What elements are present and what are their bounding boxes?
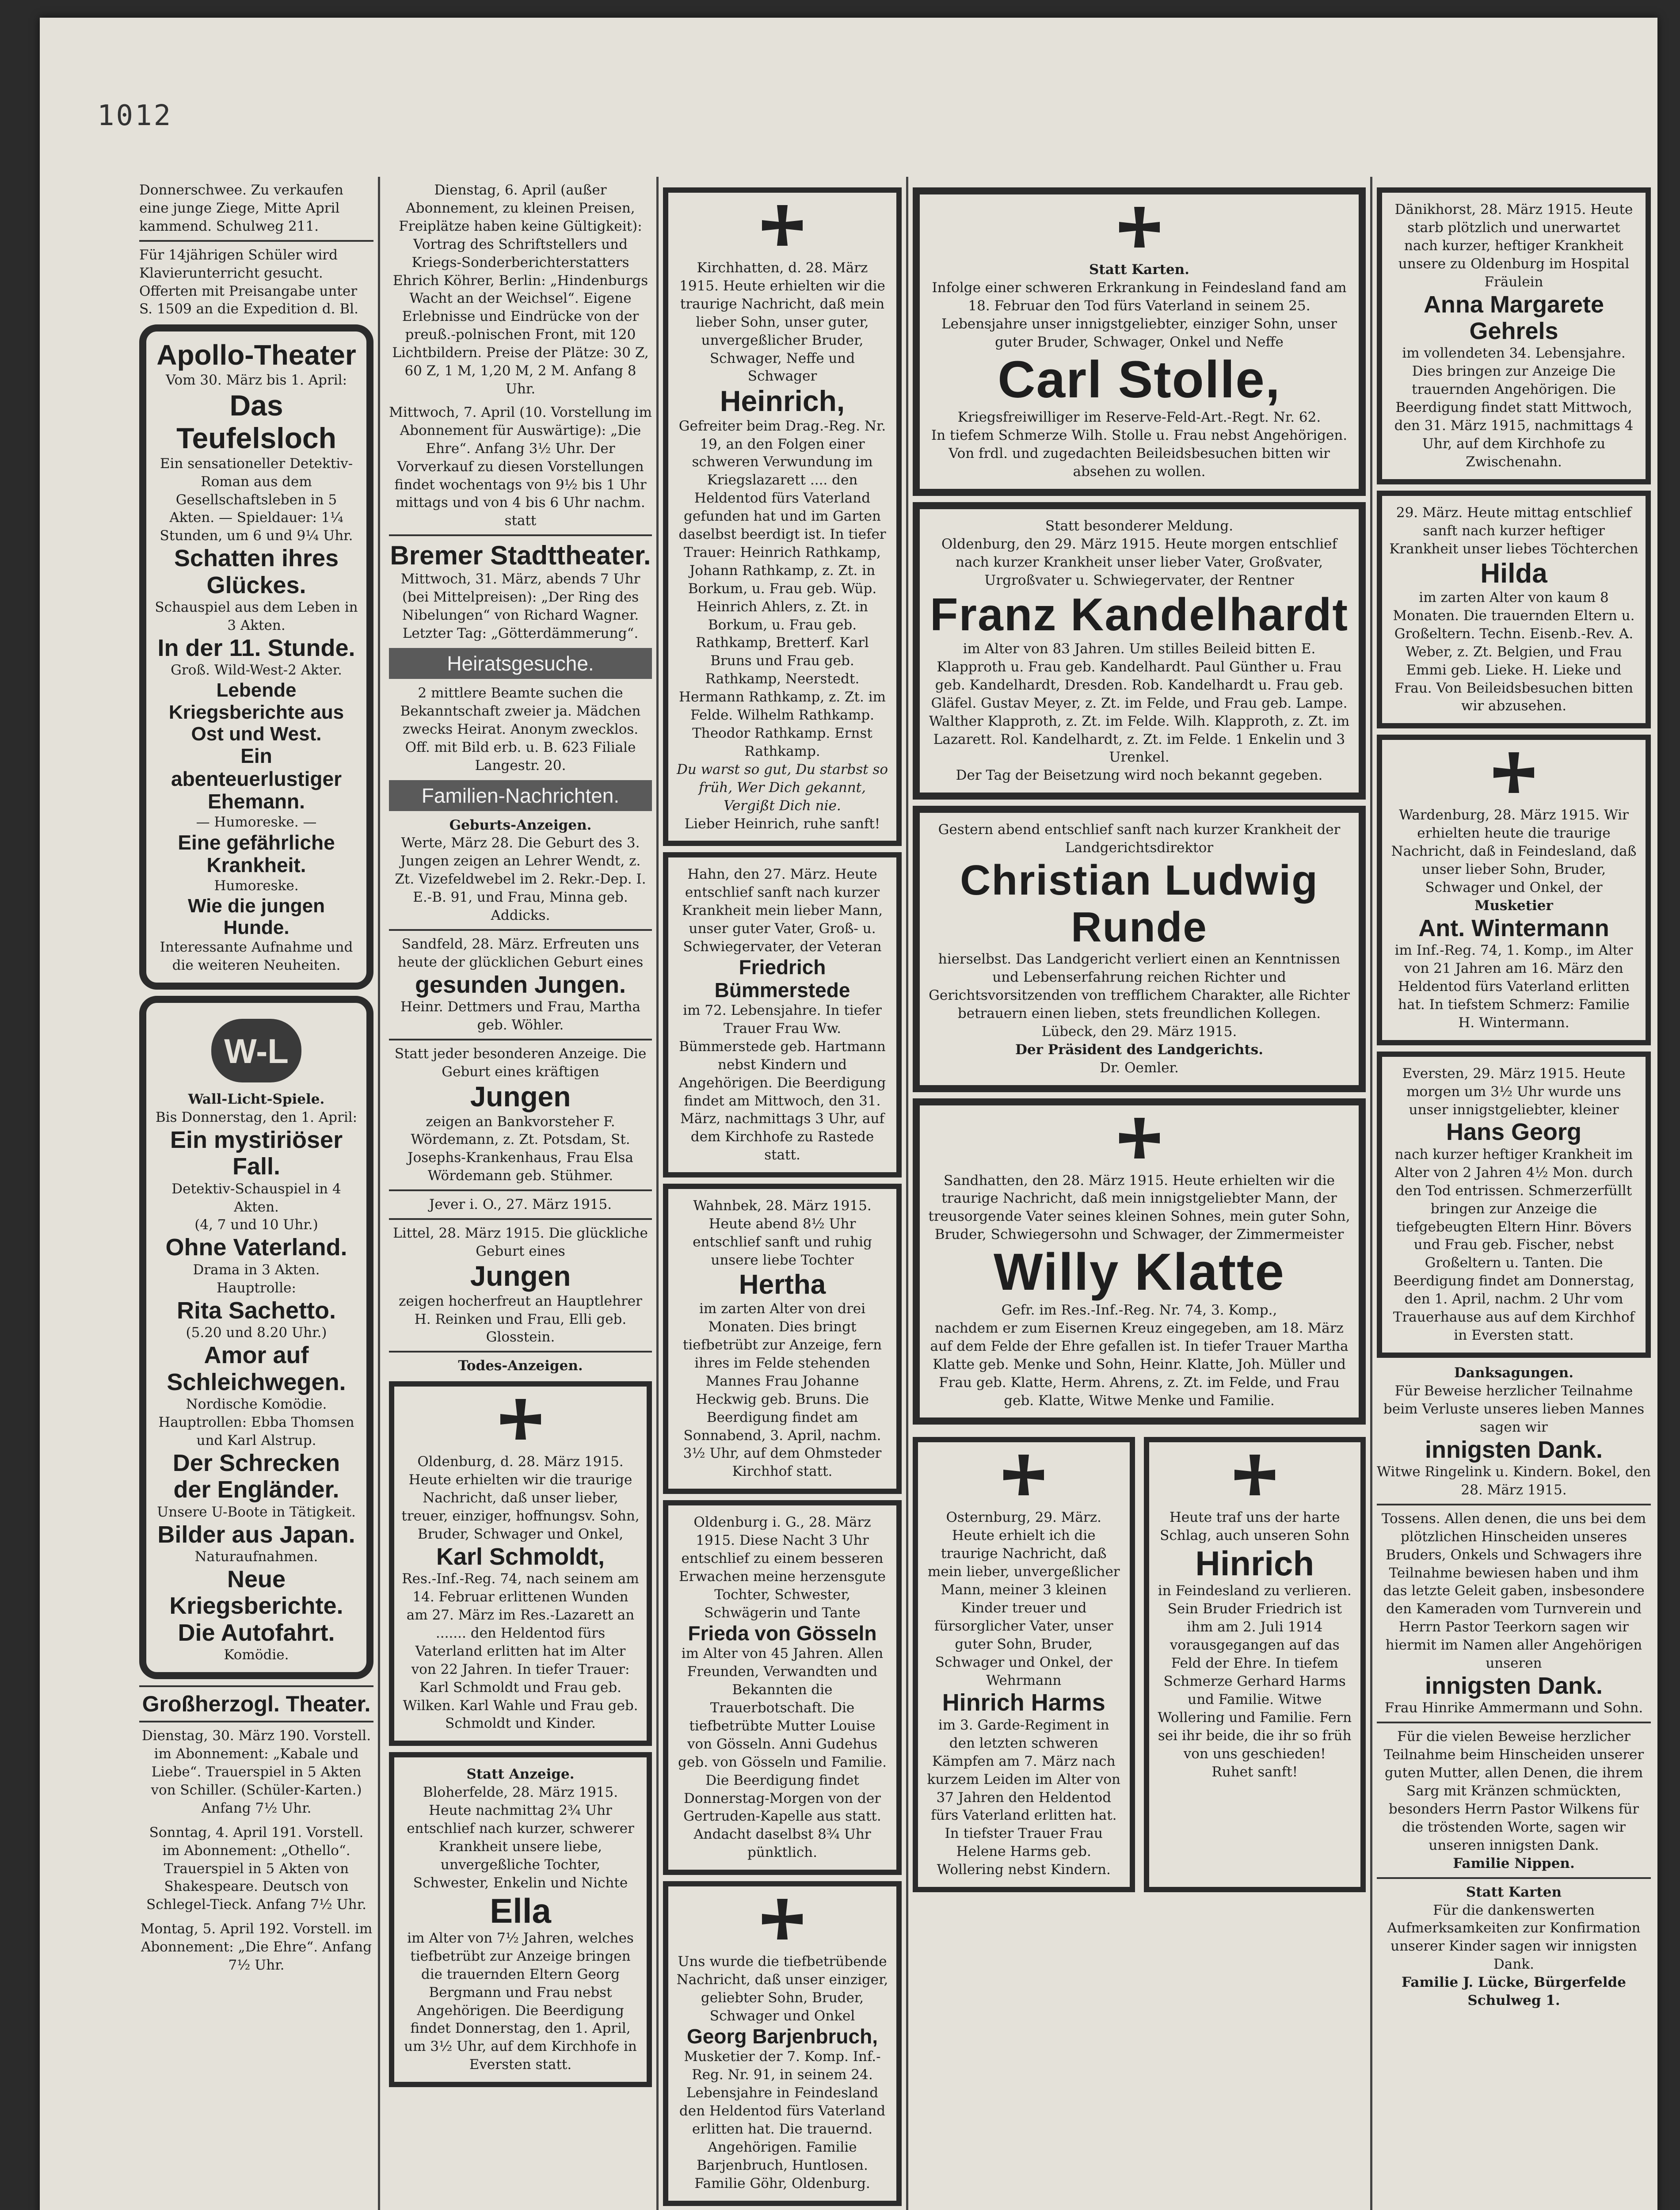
obituary-gosseln xyxy=(663,1500,902,1875)
wl-film: Bilder aus Japan. xyxy=(157,1521,355,1548)
obituary-ella xyxy=(389,1752,652,2087)
obituary-rank: Kriegsfreiwilliger im Reserve-Feld-Art.-Regt. Nr. 62. xyxy=(957,409,1321,426)
iron-cross-icon xyxy=(756,1897,809,1950)
obituary-heinrich xyxy=(663,187,902,846)
apollo-film: Eine gefährliche Krankheit. xyxy=(178,831,335,877)
apollo-film: Wie die jungen Hunde. xyxy=(187,895,325,938)
obituary-name: Karl Schmoldt, xyxy=(436,1543,605,1570)
obituary-name: Anna Margarete Gehrels xyxy=(1423,291,1604,344)
obituary-text: im Inf.-Reg. 74, 1. Komp., im Alter von 21 Jahren am 16. März den Heldentod fürs Vaterland erlitten hat. In tiefstem Schmerz: Familie H. Wintermann. xyxy=(1394,942,1633,1031)
heiratsgesuche-text: 2 mittlere Beamte suchen die Bekanntschaft zweier ja. Mädchen zwecks Heirat. Anonym zwecklos. Off. mit Bild erb. u. B. 623 Filiale Langestr. 20. xyxy=(400,685,641,774)
obituary-text: Gestern abend entschlief sanft nach kurzer Krankheit der Landgerichtsdirektor xyxy=(938,822,1341,856)
iron-cross-icon xyxy=(1113,1116,1166,1169)
obituary-text: Kirchhatten, d. 28. März 1915. Heute erhielten wir die traurige Nachricht, daß mein lieber Sohn, unser guter, unvergeßlicher Bruder, Schwager, Neffe und Schwager xyxy=(679,260,885,385)
todes-anzeigen-title: Todes-Anzeigen. xyxy=(458,1358,583,1374)
birth-notice-headline: Jungen xyxy=(470,1080,571,1113)
obituary-name: Friedrich Bümmerstede xyxy=(714,955,850,1002)
column-rule xyxy=(906,177,908,2210)
iron-cross-icon xyxy=(1487,751,1540,804)
wl-title: Wall-Licht-Spiele. xyxy=(188,1091,325,1107)
obituary-text: im 72. Lebensjahre. In tiefer Trauer Frau Ww. Bümmerstede geb. Hartmann nebst Kindern und Angehörigen. Die Beerdigung findet am Mittwoch, den 31. März, nachmittags 3 Uhr, auf dem Kirchhofe zu Rastede statt. xyxy=(678,1002,886,1163)
column-rule xyxy=(378,177,380,2210)
apollo-film: Das Teufelsloch xyxy=(176,389,336,454)
birth-notice-signature: Heinr. Dettmers und Frau, Martha geb. Wöhler. xyxy=(400,999,640,1033)
column-5 xyxy=(1377,181,1651,2210)
obituary-hertha xyxy=(663,1184,902,1494)
theater-title: Großherzogl. Theater. xyxy=(142,1692,371,1717)
obituary-harms xyxy=(913,1437,1135,1892)
obituary-text: Bloherfelde, 28. März 1915. Heute nachmittag 2¾ Uhr entschlief nach kurzer, schwerer Krankheit unsere liebe, unvergeßliche Tochter, Schwester, Enkelin und Nichte xyxy=(407,1784,634,1891)
wl-film-desc: Detektiv-Schauspiel in 4 Akten. xyxy=(171,1181,341,1215)
wl-film: Amor auf Schleichwegen. xyxy=(167,1342,346,1395)
iron-cross-icon xyxy=(494,1397,547,1450)
divider xyxy=(1377,1504,1651,1505)
obituary-name: Hinrich xyxy=(1195,1544,1314,1583)
obituary-text: nachdem er zum Eisernen Kreuz eingegeben, am 18. März auf dem Felde der Ehre gefallen ist. In tiefer Trauer Martha Klatte geb. Menke und Sohn, Heinr. Klatte, Joh. Müller und Frau geb. Klatte, Herm. Ahrens, z. Zt. im Felde, und Frau geb. Klatte, Witwe Menke und Familie. xyxy=(930,1320,1349,1409)
obituary-text: im Alter von 7½ Jahren, welches tiefbetrübt zur Anzeige bringen die trauernden Eltern Georg Bergmann und Frau nebst Angehörigen. Die Beerdigung findet Donnerstag, den 1. April, um 3½ Uhr, auf dem Kirchhofe in Eversten statt. xyxy=(404,1930,637,2073)
wl-film: Die Autofahrt. xyxy=(178,1619,335,1646)
obituary-closing: Ruhet sanft! xyxy=(1211,1764,1298,1780)
obituary-name: Heinrich, xyxy=(720,385,845,418)
thanks-head: Statt Karten xyxy=(1466,1884,1562,1900)
apollo-theater-ad xyxy=(139,324,373,990)
wl-film-desc: Naturaufnahmen. xyxy=(194,1549,318,1565)
obituary-text: Wahnbek, 28. März 1915. Heute abend 8½ Uhr entschlief sanft und ruhig unsere liebe Tochter xyxy=(693,1198,872,1268)
divider xyxy=(389,1189,652,1191)
obituary-name: Hertha xyxy=(739,1269,826,1300)
apollo-film-desc: Ein sensationeller Detektiv-Roman aus dem Gesellschaftsleben in 5 Akten. — Spieldauer: 1¼ Stunden, um 6 und 9¼ Uhr. xyxy=(160,455,353,544)
familien-nachrichten-banner: Familien-Nachrichten. xyxy=(389,780,652,811)
obituary-name: Hans Georg xyxy=(1446,1119,1582,1146)
iron-cross-icon xyxy=(1228,1453,1281,1506)
obituary-rank: Musketier xyxy=(1474,897,1553,914)
iron-cross-icon xyxy=(1113,205,1166,258)
birth-notice-headline: Jungen xyxy=(470,1260,571,1292)
obituary-buemmerstede xyxy=(663,852,902,1177)
divider xyxy=(1377,1722,1651,1723)
obituary-poem: Du warst so gut, Du starbst so früh, Wer Dich gekannt, Vergißt Dich nie. xyxy=(676,761,888,814)
divider xyxy=(139,240,373,242)
classified-ad: Für 14jährigen Schüler wird Klavierunterricht gesucht. Offerten mit Preisangabe unter S. 1509 an die Expedition d. Bl. xyxy=(139,247,358,317)
column-4 xyxy=(913,181,1366,2210)
apollo-dates: Vom 30. März bis 1. April: xyxy=(165,372,347,389)
apollo-title: Apollo-Theater xyxy=(156,339,356,371)
divider xyxy=(139,1721,373,1722)
obituary-text: Hahn, den 27. März. Heute entschlief sanft nach kurzer Krankheit mein lieber Mann, unser guter Vater, Groß- u. Schwiegervater, der Veteran xyxy=(682,866,883,955)
obituary-text: Uns wurde die tiefbetrübende Nachricht, daß unser einziger, geliebter Sohn, Bruder, Schwager und Onkel xyxy=(676,1954,888,2024)
obituary-text: nach kurzer heftiger Krankheit im Alter von 2 Jahren 4½ Mon. durch den Tod entrissen. Schmerzerfüllt bringen zur Anzeige die tiefgebeugten Eltern Hinr. Bövers und Frau geb. Fischer, nebst Großeltern u. Tanten. Die Beerdigung findet am Donnerstag, den 1. April, nachm. 2 Uhr vom Trauerhause aus auf dem Kirchhof in Eversten statt. xyxy=(1393,1146,1635,1343)
obituary-text: im vollendeten 34. Lebensjahre. Dies bringen zur Anzeige Die trauernden Angehörigen. Die Beerdigung findet statt Mittwoch, den 31. März 1915, nachmittags 4 Uhr, auf dem Kirchhofe zu Zwischenahn. xyxy=(1394,345,1634,470)
divider xyxy=(1377,1877,1651,1879)
obituary-gehrels xyxy=(1377,187,1651,484)
theater-event: Dienstag, 30. März 190. Vorstell. im Abonnement: „Kabale und Liebe“. Trauerspiel in 5 Akten von Schiller. (Schüler-Karten.) Anfang 7½ Uhr. xyxy=(141,1728,371,1816)
obituary-text: im Alter von 83 Jahren. Um stilles Beileid bitten E. Klapproth u. Frau geb. Kandelhardt. Paul Günther u. Frau geb. Kandelhardt, Dresden. Rob. Kandelhardt u. Frau geb. Gläfel. Gustav Meyer, z. Zt. im Felde, und Frau geb. Lampe. Walther Klapproth, z. Zt. im Felde. Wilh. Klapproth, z. Zt. im Lazarett. Rol. Kandelhardt, z. Zt. im Felde. 1 Enkelin und 3 Urenkel. xyxy=(929,640,1350,766)
wl-dates: Bis Donnerstag, den 1. April: xyxy=(155,1109,358,1125)
newspaper-page xyxy=(40,18,1657,2210)
divider xyxy=(139,1685,373,1687)
obituary-text: Musketier der 7. Komp. Inf.-Reg. Nr. 91, in seinem 24. Lebensjahre in Feindesland den Heldentod fürs Vaterland erlitten hat. Die trauernd. Angehörigen. Familie Barjenbruch, Huntlosen. Familie Göhr, Oldenburg. xyxy=(679,2049,886,2191)
thanks-notice: Für Beweise herzlicher Teilnahme beim Verluste unseres lieben Mannes sagen wir xyxy=(1383,1383,1645,1435)
divider xyxy=(389,929,652,931)
apollo-film: Schatten ihres Glückes. xyxy=(174,545,339,598)
wl-film-desc: Komödie. xyxy=(224,1647,289,1663)
obituary-hans-georg xyxy=(1377,1052,1651,1358)
divider xyxy=(389,1351,652,1353)
obituary-signature: In tiefem Schmerze Wilh. Stolle u. Frau nebst Angehörigen. xyxy=(931,427,1348,444)
obituary-head: Statt Karten. xyxy=(1089,262,1189,278)
obituary-text: im Alter von 45 Jahren. Allen Freunden, Verwandten und Bekannten die Trauerbotschaft. Die tiefbetrübte Mutter Louise von Gösseln. Anni Gudehus geb. von Gösseln und Familie. Die Beerdigung findet Donnerstag-Morgen von der Gertruden-Kapelle aus statt. Andacht daselbst 8¾ Uhr pünktlich. xyxy=(678,1646,887,1861)
iron-cross-icon xyxy=(756,203,809,256)
obituary-text: Oldenburg i. G., 28. März 1915. Diese Nacht 3 Uhr entschlief zu einem besseren Erwachen meine herzensgute Tochter, Schwester, Schwägerin und Tante xyxy=(678,1514,886,1621)
obituary-signature: Dr. Oemler. xyxy=(1100,1059,1179,1076)
birth-notice: Statt jeder besonderen Anzeige. Die Geburt eines kräftigen xyxy=(394,1046,647,1080)
obituary-text: hierselbst. Das Landgericht verliert einen an Kenntnissen und Lebenserfahrung reichen Richter und Gerichtsvorsitzenden von trefflichem Charakter, alle Richter betrauern einen lieben, stets freundlichen Kollegen. xyxy=(929,951,1350,1021)
column-1 xyxy=(139,181,373,2210)
wl-film-times: (4, 7 und 10 Uhr.) xyxy=(194,1217,318,1233)
geburts-anzeigen-title: Geburts-Anzeigen. xyxy=(449,817,592,833)
wl-film-star: Rita Sachetto. xyxy=(176,1297,336,1324)
thanks-signature: Familie J. Lücke, Bürgerfelde Schulweg 1. xyxy=(1402,1974,1626,2009)
wl-film-desc: Nordische Komödie. Hauptrollen: Ebba Thomsen und Karl Alstrup. xyxy=(158,1396,354,1448)
heiratsgesuche-banner: Heiratsgesuche. xyxy=(389,648,652,679)
birth-notice-place: Jever i. O., 27. März 1915. xyxy=(429,1196,612,1213)
page-number: 1012 xyxy=(97,99,173,132)
obituary-text: im 3. Garde-Regiment in den letzten schweren Kämpfen am 7. März nach kurzem Leiden im Alter von 37 Jahren den Heldentod fürs Vaterland erlitten hat. In tiefster Trauer Frau Helene Harms geb. Wollering nebst Kindern. xyxy=(927,1717,1120,1878)
apollo-film-desc: — Humoreske. — xyxy=(196,814,317,830)
obituary-name: Christian Ludwig Runde xyxy=(960,857,1318,951)
wl-film-times: (5.20 und 8.20 Uhr.) xyxy=(186,1325,327,1341)
column-2 xyxy=(389,181,652,2210)
wl-logo-icon xyxy=(208,1015,305,1086)
obituary-barjenbruch xyxy=(663,1881,902,2206)
birth-notice: Werte, März 28. Die Geburt des 3. Jungen zeigen an Lehrer Wendt, z. Zt. Vizefeldwebel im 2. Rekr.-Dep. I. E.-B. 91, und Frau, Minna geb. Addicks. xyxy=(395,835,646,924)
apollo-film-desc: Humoreske. xyxy=(214,877,299,894)
obituary-text: 29. März. Heute mittag entschlief sanft nach kurzer heftiger Krankheit unser liebes Töchterchen xyxy=(1389,504,1638,557)
obituary-kandelhardt xyxy=(913,502,1366,800)
wl-logo-text: W-L xyxy=(224,1031,289,1071)
obituary-name: Ant. Wintermann xyxy=(1418,914,1609,941)
thanks-notice: Tossens. Allen denen, die uns bei dem plötzlichen Hinscheiden unseres Bruders, Onkels und Schwagers ihre Teilnahme bewiesen haben und ihm das letzte Geleit gaben, insbesondere den Kameraden vom Turnverein und Herrn Pastor Teerkorn sagen wir hiermit im Namen aller Angehörigen unseren xyxy=(1381,1510,1646,1672)
wl-film: Der Schrecken der Engländer. xyxy=(172,1449,340,1503)
wall-licht-spiele-ad xyxy=(139,996,373,1679)
classified-ad: Donnerschwee. Zu verkaufen eine junge Ziege, Mitte April kammend. Schulweg 211. xyxy=(139,182,343,234)
wl-film: Neue Kriegsberichte. xyxy=(169,1566,343,1619)
divider xyxy=(389,534,652,536)
lecture-announcement: Mittwoch, 7. April (10. Vorstellung im Abonnement für Auswärtige): „Die Ehre“. Anfang 3½ Uhr. Der Vorverkauf zu diesen Vorstellungen findet wochentags von 9½ bis 1 Uhr mittags und von 4 bis 6 Uhr nachm. statt xyxy=(389,404,652,529)
thanks-signature: Witwe Ringelink u. Kindern. Bokel, den 28. März 1915. xyxy=(1377,1464,1651,1498)
obituary-name: Carl Stolle, xyxy=(998,350,1281,409)
obituary-text: Res.-Inf.-Reg. 74, nach seinem am 14. Februar erlittenen Wunden am 27. März im Res.-Lazarett an ....... den Heldentod fürs Vaterland erlitten hat im Alter von 22 Jahren. In tiefer Trauer: Karl Schmoldt und Frau geb. Wilken. Karl Wahle und Frau geb. Schmoldt und Kinder. xyxy=(402,1571,639,1732)
obituary-place: Lübeck, den 29. März 1915. xyxy=(1041,1023,1237,1040)
obituary-hilda xyxy=(1377,491,1651,729)
obituary-text: in Feindesland zu verlieren. Sein Bruder Friedrich ist ihm am 2. Juli 1914 vorausgegangen auf das Feld der Ehre. In tiefem Schmerze Gerhard Harms und Familie. Witwe Wollering und Familie. Fern sei ihr beide, die ihr so früh von uns geschieden! xyxy=(1158,1583,1352,1762)
obituary-name: Georg Barjenbruch, xyxy=(687,2024,878,2048)
thanks-signature: Familie Nippen. xyxy=(1453,1855,1575,1871)
lecture-announcement: Dienstag, 6. April (außer Abonnement, zu kleinen Preisen, Freiplätze haben keine Gültigkeit): Vortrag des Schriftstellers und Kriegs-Sonderberichterstatters Ehrich Köhrer, Berlin: „Hindenburgs Wacht an der Weichsel“. Eigene Erlebnisse und Eindrücke von der preuß.-polnischen Front, mit 120 Lichtbildern. Preise der Plätze: 30 Z, 60 Z, 1 M, 1,20 M, 2 M. Anfang 8 Uhr. xyxy=(392,182,649,397)
obituary-text: Gefreiter beim Drag.-Reg. Nr. 19, an den Folgen einer schweren Verwundung im Kriegslazarett .... den Heldentod fürs Vaterland gefunden hat und im Garten daselbst beerdigt ist. In tiefer Trauer: Heinrich Rathkamp, Johann Rathkamp, z. Zt. in Borkum, u. Frau geb. Wüp. Heinrich Ahlers, z. Zt. in Borkum, u. Frau geb. Rathkamp, Bretterf. Karl Bruns und Frau geb. Rathkamp, Neerstedt. Hermann Rathkamp, z. Zt. im Felde. Wilhelm Rathkamp. Theodor Rathkamp. Ernst Rathkamp. xyxy=(678,418,886,759)
apollo-film-desc: Schauspiel aus dem Leben in 3 Akten. xyxy=(155,599,358,634)
obituary-text: im zarten Alter von drei Monaten. Dies bringt tiefbetrübt zur Anzeige, fern ihres im Felde stehenden Mannes Frau Johanne Heckwig geb. Bruns. Die Beerdigung findet am Sonnabend, 3. April, nachm. 3½ Uhr, auf dem Ohmsteder Kirchhof statt. xyxy=(682,1301,882,1480)
obituary-schmoldt xyxy=(389,1381,652,1746)
obituary-name: Franz Kandelhardt xyxy=(930,589,1349,640)
obituary-rank: Gefr. im Res.-Inf.-Reg. Nr. 74, 3. Komp., xyxy=(1001,1302,1277,1318)
obituary-text: Heute traf uns der harte Schlag, auch unseren Sohn xyxy=(1160,1509,1350,1544)
obituary-text: Oldenburg, d. 28. März 1915. Heute erhielten wir die traurige Nachricht, daß unser lieber, treuer, einziger, hoffnungsv. Sohn, Bruder, Schwager und Onkel, xyxy=(401,1454,640,1542)
divider xyxy=(389,1218,652,1220)
thanks-notice: Für die dankenswerten Aufmerksamkeiten zur Konfirmation unserer Kinder sagen wir innigsten Dank. xyxy=(1387,1902,1641,1973)
apollo-film: Lebende Kriegsberichte aus Ost und West. xyxy=(168,679,344,745)
wl-film-desc: Unsere U-Boote in Tätigkeit. xyxy=(157,1504,356,1520)
obituary-text: Wardenburg, 28. März 1915. Wir erhielten heute die traurige Nachricht, daß in Feindesland, daß unser lieber Sohn, Bruder, Schwager und Onkel, der xyxy=(1391,807,1637,895)
birth-notice-signature: zeigen hocherfreut an Hauptlehrer H. Reinken und Frau, Elli geb. Glosstein. xyxy=(399,1293,642,1345)
obituary-closing: Der Tag der Beisetzung wird noch bekannt gegeben. xyxy=(956,767,1323,784)
bremen-theater-text: Mittwoch, 31. März, abends 7 Uhr (bei Mittelpreisen): „Der Ring des Nibelungen“ von Richard Wagner. Letzter Tag: „Götterdämmerung“. xyxy=(400,571,640,642)
wl-film: Ein mystiriöser Fall. xyxy=(170,1126,343,1180)
column-rule xyxy=(656,177,659,2210)
apollo-film: Ein abenteuerlustiger Ehemann. xyxy=(171,744,342,813)
thanks-headline: innigsten Dank. xyxy=(1425,1672,1603,1699)
obituary-name: Frieda von Gösseln xyxy=(688,1621,877,1645)
birth-notice-signature: zeigen an Bankvorsteher F. Wördemann, z. Zt. Potsdam, St. Josephs-Krankenhaus, Frau Elsa Wördemann geb. Stühmer. xyxy=(408,1113,633,1184)
obituary-text: Osternburg, 29. März. Heute erhielt ich die traurige Nachricht, daß mein lieber, unvergeßlicher Mann, meiner 3 kleinen Kinder treuer und fürsorglicher Vater, unser guter Sohn, Bruder, Schwager und Onkel, der Wehrmann xyxy=(927,1509,1120,1688)
birth-notice: Littel, 28. März 1915. Die glückliche Geburt eines xyxy=(393,1225,648,1260)
obituary-pair xyxy=(913,1431,1366,1898)
obituary-name: Hinrich Harms xyxy=(942,1689,1105,1716)
apollo-film-desc: Groß. Wild-West-2 Akter. xyxy=(171,662,342,678)
obituary-name: Willy Klatte xyxy=(994,1243,1285,1302)
obituary-head: Statt Anzeige. xyxy=(466,1766,575,1783)
wl-film: Ohne Vaterland. xyxy=(165,1234,347,1261)
obituary-signature: Der Präsident des Landgerichts. xyxy=(1015,1041,1263,1058)
obituary-klatte xyxy=(913,1098,1366,1425)
birth-notice-headline: gesunden Jungen. xyxy=(415,971,626,998)
wl-film-desc: Drama in 3 Akten. Hauptrolle: xyxy=(193,1261,320,1296)
apollo-film-desc: Interessante Aufnahme und die weiteren Neuheiten. xyxy=(160,939,353,974)
obituary-name: Hilda xyxy=(1480,558,1547,589)
divider xyxy=(389,1039,652,1040)
bremen-theater-title: Bremer Stadttheater. xyxy=(390,541,651,571)
obituary-head: Statt besonderer Meldung. xyxy=(1045,518,1234,534)
obituary-text: Dänikhorst, 28. März 1915. Heute starb plötzlich und unerwartet nach kurzer, heftiger Krankheit unsere zu Oldenburg im Hospital Fräulein xyxy=(1394,202,1633,290)
obituary-runde xyxy=(913,806,1366,1092)
birth-notice: Sandfeld, 28. März. Erfreuten uns heute der glücklichen Geburt eines xyxy=(397,936,644,970)
obituary-text: Infolge einer schweren Erkrankung in Feindesland fand am 18. Februar den Tod fürs Vaterland in seinem 25. Lebensjahre unser innigstgeliebter, einziger Sohn, unser guter Bruder, Schwager, Onkel und Neffe xyxy=(932,279,1347,350)
apollo-film: In der 11. Stunde. xyxy=(157,635,355,662)
thanks-headline: innigsten Dank. xyxy=(1425,1436,1603,1463)
column-3 xyxy=(663,181,902,2210)
obituary-name: Ella xyxy=(490,1891,551,1930)
obituary-stolle xyxy=(913,187,1366,496)
theater-event: Montag, 5. April 192. Vorstell. im Abonnement: „Die Ehre“. Anfang 7½ Uhr. xyxy=(140,1921,373,1974)
obituary-text: Sandhatten, den 28. März 1915. Heute erhielten wir die traurige Nachricht, daß mein innigstgeliebter Mann, der treusorgende Vater seines kleinen Sohnes, mein guter Sohn, Bruder, Schwiegersohn und Schwager, der Zimmermeister xyxy=(928,1172,1350,1243)
danksagungen-title: Danksagungen. xyxy=(1454,1364,1573,1381)
obituary-hinrich xyxy=(1144,1437,1366,1892)
theater-event: Sonntag, 4. April 191. Vorstell. im Abonnement: „Othello“. Trauerspiel in 5 Akten von Shakespeare. Deutsch von Schlegel-Tieck. Anfang 7½ Uhr. xyxy=(146,1824,367,1913)
obituary-text: im zarten Alter von kaum 8 Monaten. Die trauernden Eltern u. Großeltern. Techn. Eisenb.-Rev. A. Weber, z. Zt. Belgien, und Frau Emmi geb. Lieke. H. Lieke und Frau. Von Beileidsbesuchen bitten wir abzusehen. xyxy=(1393,589,1635,714)
iron-cross-icon xyxy=(997,1453,1050,1506)
column-rule xyxy=(1370,177,1372,2210)
obituary-text: Oldenburg, den 29. März 1915. Heute morgen entschlief nach kurzer Krankheit unser lieber Vater, Großvater, Urgroßvater u. Schwiegervater, der Rentner xyxy=(941,536,1337,588)
obituary-text: Eversten, 29. März 1915. Heute morgen um 3½ Uhr wurde uns unser innigstgeliebter, kleiner xyxy=(1402,1065,1626,1118)
thanks-signature: Frau Hinrike Ammermann und Sohn. xyxy=(1384,1700,1643,1716)
obituary-closing: Von frdl. und zugedachten Beileidsbesuchen bitten wir absehen zu wollen. xyxy=(949,446,1330,480)
obituary-wintermann xyxy=(1377,735,1651,1045)
thanks-notice: Für die vielen Beweise herzlicher Teilnahme beim Hinscheiden unserer guten Mutter, allen Denen, die ihrem Sarg mit Kränzen schmückten, besonders Herrn Pastor Wilkens für die tröstenden Worte, sagen wir unseren innigsten Dank. xyxy=(1383,1729,1644,1853)
obituary-closing: Lieber Heinrich, ruhe sanft! xyxy=(684,815,880,832)
